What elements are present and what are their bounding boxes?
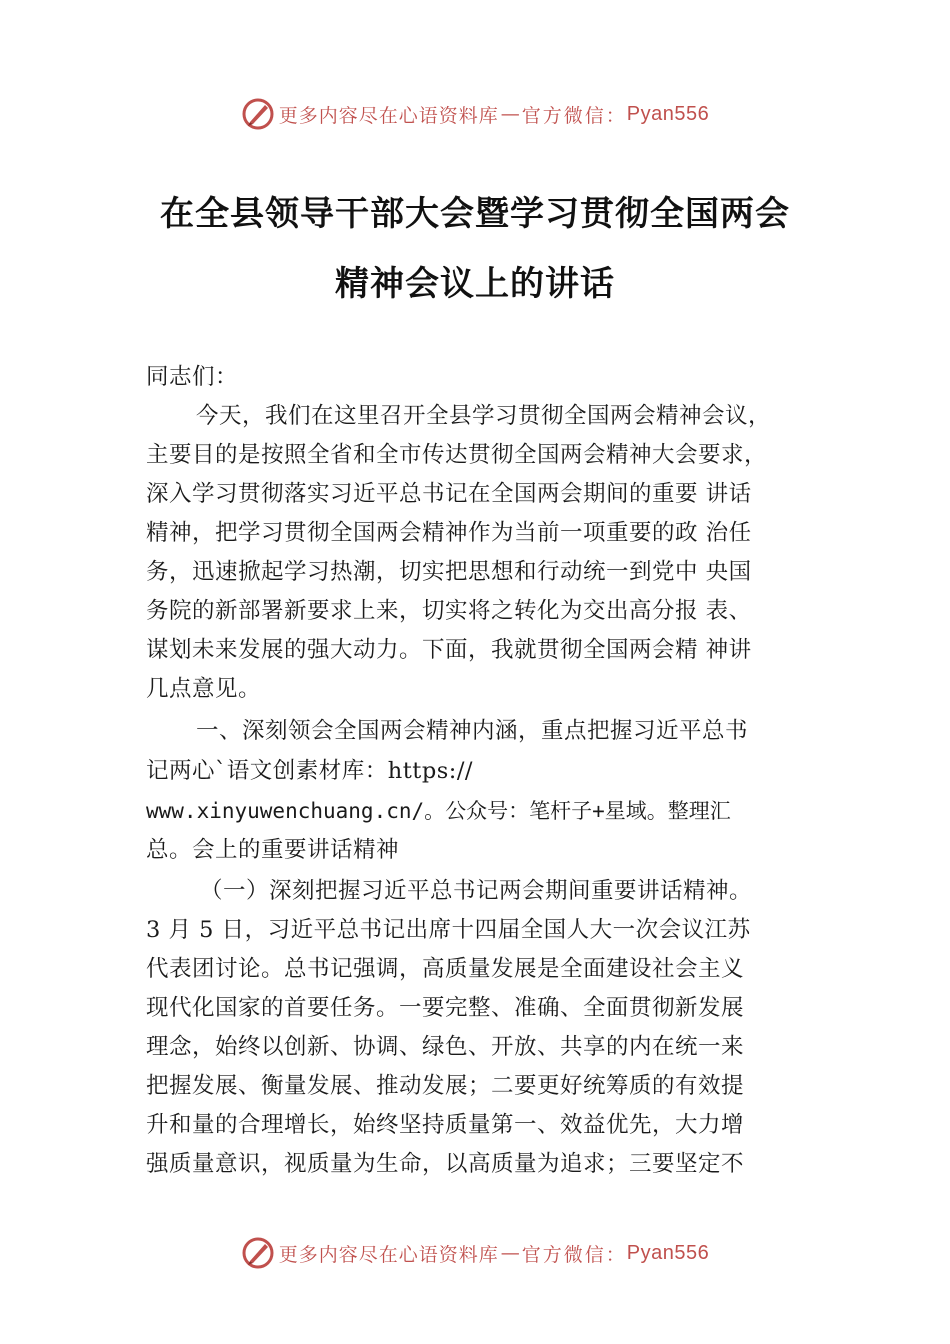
body-line: 强质量意识，视质量为生命，以高质量为追求；三要坚定不: [146, 1151, 745, 1177]
banner-dash: —: [500, 103, 520, 125]
document-title-line-2: 精神会议上的讲话: [335, 264, 615, 304]
body-line: 理念，始终以创新、协调、绿色、开放、共享的内在统一来: [146, 1034, 745, 1060]
banner-dash: —: [500, 1242, 520, 1264]
body-line: 主要目的是按照全省和全市传达贯彻全国两会精神大会要求，: [146, 442, 768, 468]
body-line: 3 月 5 日，习近平总书记出席十四届全国人大一次会议江苏: [146, 917, 751, 943]
body-line: 升和量的合理增长，始终坚持质量第一、效益优先，大力增: [146, 1112, 745, 1138]
body-line: 今天，我们在这里召开全县学习贯彻全国两会精神会议，: [196, 403, 772, 429]
body-line: 务，迅速掀起学习热潮，切实把思想和行动统一到党中 央国: [146, 559, 752, 585]
body-line: 代表团讨论。总书记强调，高质量发展是全面建设社会主义: [146, 956, 745, 982]
banner-wechat-id: Pyan556: [626, 102, 710, 125]
body-line: 把握发展、衡量发展、推动发展；二要更好统筹质的有效提: [146, 1073, 745, 1099]
salutation: 同志们：: [146, 364, 239, 390]
body-line: 谋划未来发展的强大动力。下面，我就贯彻全国两会精 神讲: [146, 637, 752, 663]
footer-banner: [0, 1233, 950, 1273]
banner-wechat-id: Pyan556: [626, 1241, 710, 1264]
body-line: 现代化国家的首要任务。一要完整、准确、全面贯彻新发展: [146, 995, 745, 1021]
body-line: 务院的新部署新要求上来，切实将之转化为交出高分报 表、: [146, 598, 752, 624]
section-heading: 一、深刻领会全国两会精神内涵，重点把握习近平总书: [196, 718, 749, 744]
body-line: 总。会上的重要讲话精神: [146, 837, 400, 863]
body-line: 深入学习贯彻落实习近平总书记在全国两会期间的重要 讲话: [146, 481, 752, 507]
banner-text: 更多内容尽在心语资料库: [278, 104, 499, 127]
subsection-heading: （一）深刻把握习近平总书记两会期间重要讲话精神。: [200, 878, 753, 904]
banner-wechat-label: 官方微信：: [521, 1243, 627, 1266]
document-title-line-1: 在全县领导干部大会暨学习贯彻全国两会: [160, 194, 790, 234]
header-banner: [0, 94, 950, 134]
body-line: 几点意见。: [146, 676, 262, 702]
pen-logo-icon: [241, 1236, 275, 1270]
pen-logo-icon: [241, 97, 275, 131]
body-line: 记两心`语文创素材库：https://: [146, 758, 474, 784]
body-line-url: www.xinyuwenchuang.cn/。公众号：笔杆子+星域。整理汇: [146, 799, 731, 823]
banner-wechat-label: 官方微信：: [521, 104, 627, 127]
banner-text: 更多内容尽在心语资料库: [278, 1243, 499, 1266]
body-line: 精神，把学习贯彻全国两会精神作为当前一项重要的政 治任: [146, 520, 752, 546]
